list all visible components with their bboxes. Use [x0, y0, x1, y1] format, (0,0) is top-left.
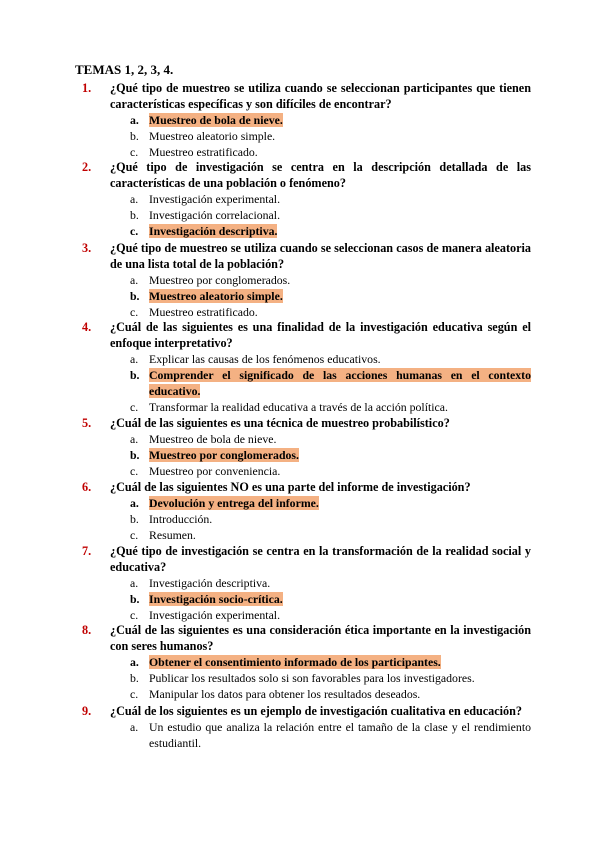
question-number: 5.	[82, 416, 92, 430]
question-text: ¿Qué tipo de investigación se centra en la transformación de la realidad social y educativa?	[110, 544, 531, 574]
question-text: ¿Qué tipo de investigación se centra en la descripción detallada de las características de una población o fenómeno?	[110, 160, 531, 190]
option-c	[130, 686, 531, 702]
option-letter: b.	[130, 368, 140, 382]
question-7	[80, 543, 531, 623]
option-a	[130, 191, 531, 207]
question-5	[80, 415, 531, 479]
option-text: Muestreo de bola de nieve.	[149, 113, 283, 127]
option-a	[130, 575, 531, 591]
question-text: ¿Qué tipo de muestreo se utiliza cuando se seleccionan participantes que tienen características específicas y son difíciles de encontrar?	[110, 81, 531, 111]
question-9	[80, 703, 531, 751]
option-text: Comprender el significado de las acciones humanas en el contexto educativo.	[149, 368, 531, 398]
option-text: Investigación descriptiva.	[149, 224, 278, 238]
question-text: ¿Cuál de los siguientes es un ejemplo de investigación cualitativa en educación?	[110, 704, 523, 718]
option-c	[130, 399, 531, 415]
option-letter: a.	[130, 273, 139, 287]
option-text: Muestreo estratificado.	[149, 305, 258, 319]
option-c	[130, 304, 531, 320]
option-b	[130, 288, 531, 304]
option-letter: b.	[130, 289, 140, 303]
option-text: Explicar las causas de los fenómenos educativos.	[149, 352, 381, 366]
option-letter: b.	[130, 129, 139, 143]
option-c	[130, 223, 531, 239]
option-text: Investigación correlacional.	[149, 208, 281, 222]
option-text: Muestreo aleatorio simple.	[149, 289, 283, 303]
option-text: Obtener el consentimiento informado de los participantes.	[149, 655, 441, 669]
option-text: Investigación socio-crítica.	[149, 592, 283, 606]
option-letter: c.	[130, 464, 139, 478]
option-letter: b.	[130, 448, 140, 462]
option-c	[130, 527, 531, 543]
option-letter: a.	[130, 576, 139, 590]
option-letter: c.	[130, 608, 139, 622]
option-c	[130, 144, 531, 160]
question-text: ¿Qué tipo de muestreo se utiliza cuando se seleccionan casos de manera aleatoria de una lista total de la población?	[110, 241, 531, 271]
question-8	[80, 622, 531, 702]
question-number: 1.	[82, 81, 92, 95]
option-b	[130, 670, 531, 686]
option-text: Devolución y entrega del informe.	[149, 496, 319, 510]
option-text: Muestreo de bola de nieve.	[149, 432, 277, 446]
question-4	[80, 319, 531, 415]
option-a	[130, 431, 531, 447]
option-a	[130, 719, 531, 751]
page-heading: TEMAS 1, 2, 3, 4.	[75, 62, 174, 77]
option-a	[130, 495, 531, 511]
option-letter: c.	[130, 305, 139, 319]
question-6	[80, 479, 531, 543]
question-text: ¿Cuál de las siguientes es una consideración ética importante en la investigación con seres humanos?	[110, 623, 531, 653]
option-text: Resumen.	[149, 528, 196, 542]
question-number: 2.	[82, 160, 92, 174]
question-number: 4.	[82, 320, 92, 334]
option-letter: a.	[130, 496, 139, 510]
option-letter: c.	[130, 687, 139, 701]
question-1	[80, 80, 531, 160]
option-text: Publicar los resultados solo si son favorables para los investigadores.	[149, 671, 475, 685]
option-text: Manipular los datos para obtener los resultados deseados.	[149, 687, 421, 701]
option-text: Investigación experimental.	[149, 608, 281, 622]
option-letter: b.	[130, 512, 139, 526]
option-text: Investigación experimental.	[149, 192, 281, 206]
option-letter: a.	[130, 432, 139, 446]
option-text: Un estudio que analiza la relación entre el tamaño de la clase y el rendimiento estudiantil.	[149, 720, 531, 750]
option-b	[130, 591, 531, 607]
option-c	[130, 607, 531, 623]
option-b	[130, 207, 531, 223]
option-text: Investigación descriptiva.	[149, 576, 271, 590]
option-b	[130, 511, 531, 527]
option-a	[130, 654, 531, 670]
option-c	[130, 463, 531, 479]
option-text: Muestreo estratificado.	[149, 145, 258, 159]
option-text: Transformar la realidad educativa a través de la acción política.	[149, 400, 448, 414]
option-a	[130, 272, 531, 288]
question-number: 7.	[82, 544, 92, 558]
option-text: Introducción.	[149, 512, 213, 526]
option-b	[130, 447, 531, 463]
option-letter: c.	[130, 224, 139, 238]
option-letter: b.	[130, 671, 139, 685]
option-letter: b.	[130, 592, 140, 606]
option-b	[130, 367, 531, 399]
option-text: Muestreo aleatorio simple.	[149, 129, 276, 143]
question-text: ¿Cuál de las siguientes NO es una parte del informe de investigación?	[110, 480, 471, 494]
option-a	[130, 351, 531, 367]
question-number: 8.	[82, 623, 92, 637]
option-letter: a.	[130, 655, 139, 669]
option-text: Muestreo por conglomerados.	[149, 448, 299, 462]
question-3	[80, 240, 531, 320]
option-b	[130, 128, 531, 144]
option-letter: a.	[130, 113, 139, 127]
option-letter: c.	[130, 528, 139, 542]
option-a	[130, 112, 531, 128]
question-number: 6.	[82, 480, 92, 494]
question-number: 3.	[82, 241, 92, 255]
question-text: ¿Cuál de las siguientes es una técnica de muestreo probabilístico?	[110, 416, 450, 430]
option-letter: a.	[130, 352, 139, 366]
option-letter: a.	[130, 720, 139, 734]
option-letter: c.	[130, 145, 139, 159]
option-letter: c.	[130, 400, 139, 414]
option-text: Muestreo por conglomerados.	[149, 273, 291, 287]
question-number: 9.	[82, 704, 92, 718]
question-2	[80, 159, 531, 239]
option-text: Muestreo por conveniencia.	[149, 464, 281, 478]
option-letter: a.	[130, 192, 139, 206]
option-letter: b.	[130, 208, 139, 222]
question-text: ¿Cuál de las siguientes es una finalidad de la investigación educativa según el enfoque interpretativo?	[110, 320, 531, 350]
